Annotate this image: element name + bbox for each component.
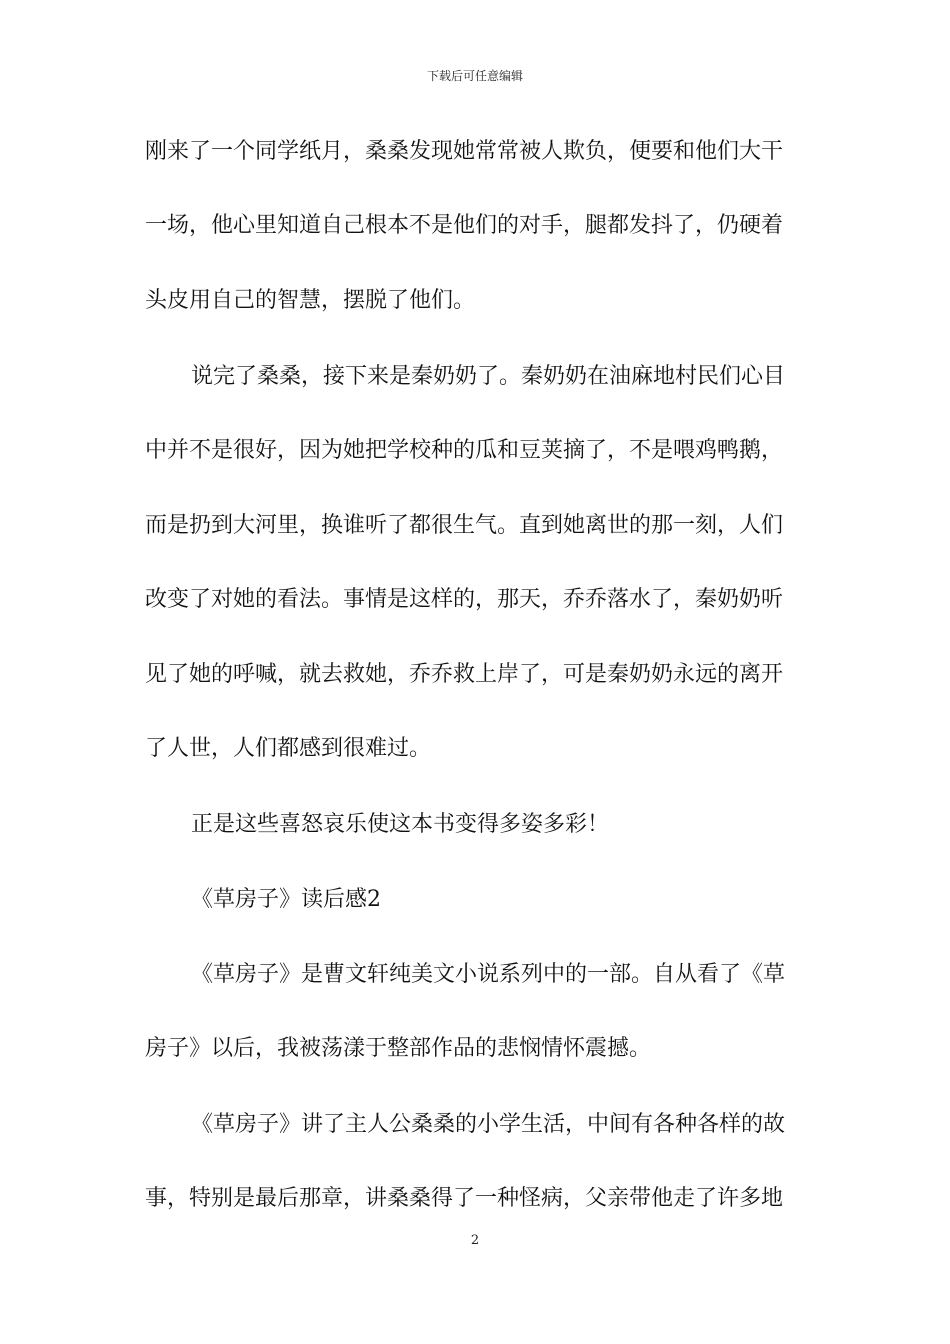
text-line: 头皮用自己的智慧，摆脱了他们。 — [145, 288, 476, 313]
text-line: 事，特别是最后那章，讲桑桑得了一种怪病，父亲带他走了许多地 — [145, 1186, 784, 1211]
text-line: 《草房子》是曹文轩纯美文小说系列中的一部。自从看了《草 — [191, 962, 786, 987]
page-header: 下载后可任意编辑 — [426, 69, 523, 83]
text-line: 《草房子》讲了主人公桑桑的小学生活，中间有各种各样的故 — [191, 1112, 786, 1137]
text-line: 一场，他心里知道自己根本不是他们的对手，腿都发抖了，仍硬着 — [145, 213, 784, 238]
text-line: 而是扔到大河里，换谁听了都很生气。直到她离世的那一刻，人们 — [145, 513, 784, 538]
text-line: 见了她的呼喊，就去救她，乔乔救上岸了，可是秦奶奶永远的离开 — [145, 662, 784, 687]
section-heading: 《草房子》读后感2 — [191, 887, 381, 912]
text-line: 中并不是很好，因为她把学校种的瓜和豆荚摘了，不是喂鸡鸭鹅， — [145, 438, 784, 463]
page-number: 2 — [470, 1233, 480, 1248]
text-line: 改变了对她的看法。事情是这样的，那天，乔乔落水了，秦奶奶听 — [145, 587, 784, 612]
text-line: 房子》以后，我被荡漾于整部作品的悲悯情怀震撼。 — [145, 1036, 652, 1061]
text-line: 正是这些喜怒哀乐使这本书变得多姿多彩！ — [191, 812, 610, 837]
text-line: 了人世，人们都感到很难过。 — [145, 736, 432, 761]
text-line: 说完了桑桑，接下来是秦奶奶了。秦奶奶在油麻地村民们心目 — [191, 364, 786, 389]
text-line: 刚来了一个同学纸月，桑桑发现她常常被人欺负，便要和他们大干 — [145, 139, 784, 164]
